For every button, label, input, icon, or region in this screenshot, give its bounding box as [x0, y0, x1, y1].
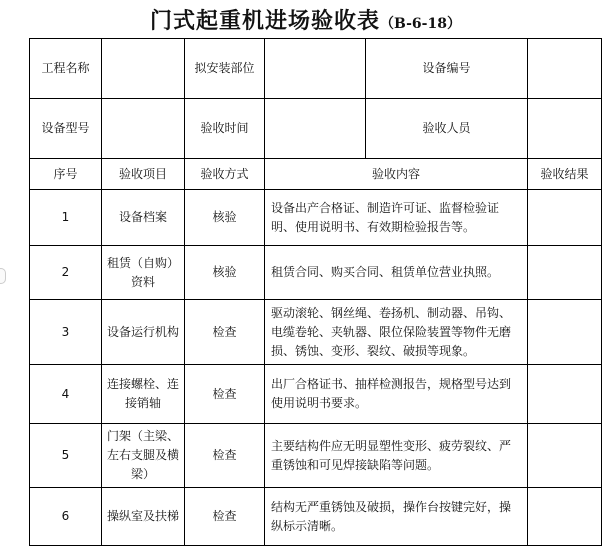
install-site-label: 拟安装部位: [185, 39, 265, 99]
row-result[interactable]: [528, 365, 602, 424]
row-result[interactable]: [528, 300, 602, 365]
form-code: （B-6-18）: [380, 16, 461, 32]
model-label: 设备型号: [30, 99, 102, 159]
table-row: [30, 365, 602, 424]
info-row-1: [30, 39, 602, 99]
table-row: [30, 246, 602, 300]
row-seq: 4: [30, 365, 102, 424]
row-seq: 1: [30, 190, 102, 246]
row-item: 操纵室及扶梯: [102, 488, 185, 546]
header-result: 验收结果: [528, 159, 602, 190]
row-method: 核验: [185, 190, 265, 246]
document-title: [0, 4, 611, 35]
install-site-value[interactable]: [265, 39, 366, 99]
inspector-value[interactable]: [528, 99, 602, 159]
header-seq: 序号: [30, 159, 102, 190]
row-result[interactable]: [528, 488, 602, 546]
row-content: 出厂合格证书、抽样检测报告，规格型号达到使用说明书要求。: [265, 365, 528, 424]
inspector-label: 验收人员: [366, 99, 528, 159]
table-row: [30, 300, 602, 365]
row-item: 租赁（自购）资料: [102, 246, 185, 300]
row-result[interactable]: [528, 246, 602, 300]
table-row: [30, 190, 602, 246]
title-text: 门式起重机进场验收表: [150, 8, 381, 34]
row-seq: 3: [30, 300, 102, 365]
row-item: 连接螺栓、连接销轴: [102, 365, 185, 424]
row-item: 设备运行机构: [102, 300, 185, 365]
header-row: [30, 159, 602, 190]
equipment-no-label: 设备编号: [366, 39, 528, 99]
row-item: 门架（主梁、左右支腿及横梁）: [102, 424, 185, 488]
row-seq: 2: [30, 246, 102, 300]
check-time-value[interactable]: [265, 99, 366, 159]
row-seq: 6: [30, 488, 102, 546]
row-method: 检查: [185, 488, 265, 546]
row-content: 主要结构件应无明显塑性变形、疲劳裂纹、严重锈蚀和可见焊接缺陷等问题。: [265, 424, 528, 488]
acceptance-table: [29, 38, 602, 546]
row-content: 设备出产合格证、制造许可证、监督检验证明、使用说明书、有效期检验报告等。: [265, 190, 528, 246]
row-method: 检查: [185, 424, 265, 488]
row-item: 设备档案: [102, 190, 185, 246]
project-name-value[interactable]: [102, 39, 185, 99]
scroll-marker: [0, 268, 6, 284]
model-value[interactable]: [102, 99, 185, 159]
row-result[interactable]: [528, 190, 602, 246]
header-content: 验收内容: [265, 159, 528, 190]
info-row-2: [30, 99, 602, 159]
row-content: 结构无严重锈蚀及破损，操作台按键完好，操纵标示清晰。: [265, 488, 528, 546]
header-method: 验收方式: [185, 159, 265, 190]
row-method: 检查: [185, 300, 265, 365]
row-seq: 5: [30, 424, 102, 488]
equipment-no-value[interactable]: [528, 39, 602, 99]
project-name-label: 工程名称: [30, 39, 102, 99]
row-method: 检查: [185, 365, 265, 424]
row-content: 驱动滚轮、钢丝绳、卷扬机、制动器、吊钩、电缆卷轮、夹轨器、限位保险装置等物件无磨损、锈蚀、变形、裂纹、破损等现象。: [265, 300, 528, 365]
header-item: 验收项目: [102, 159, 185, 190]
table-row: [30, 488, 602, 546]
row-method: 核验: [185, 246, 265, 300]
table-row: [30, 424, 602, 488]
row-result[interactable]: [528, 424, 602, 488]
row-content: 租赁合同、购买合同、租赁单位营业执照。: [265, 246, 528, 300]
check-time-label: 验收时间: [185, 99, 265, 159]
